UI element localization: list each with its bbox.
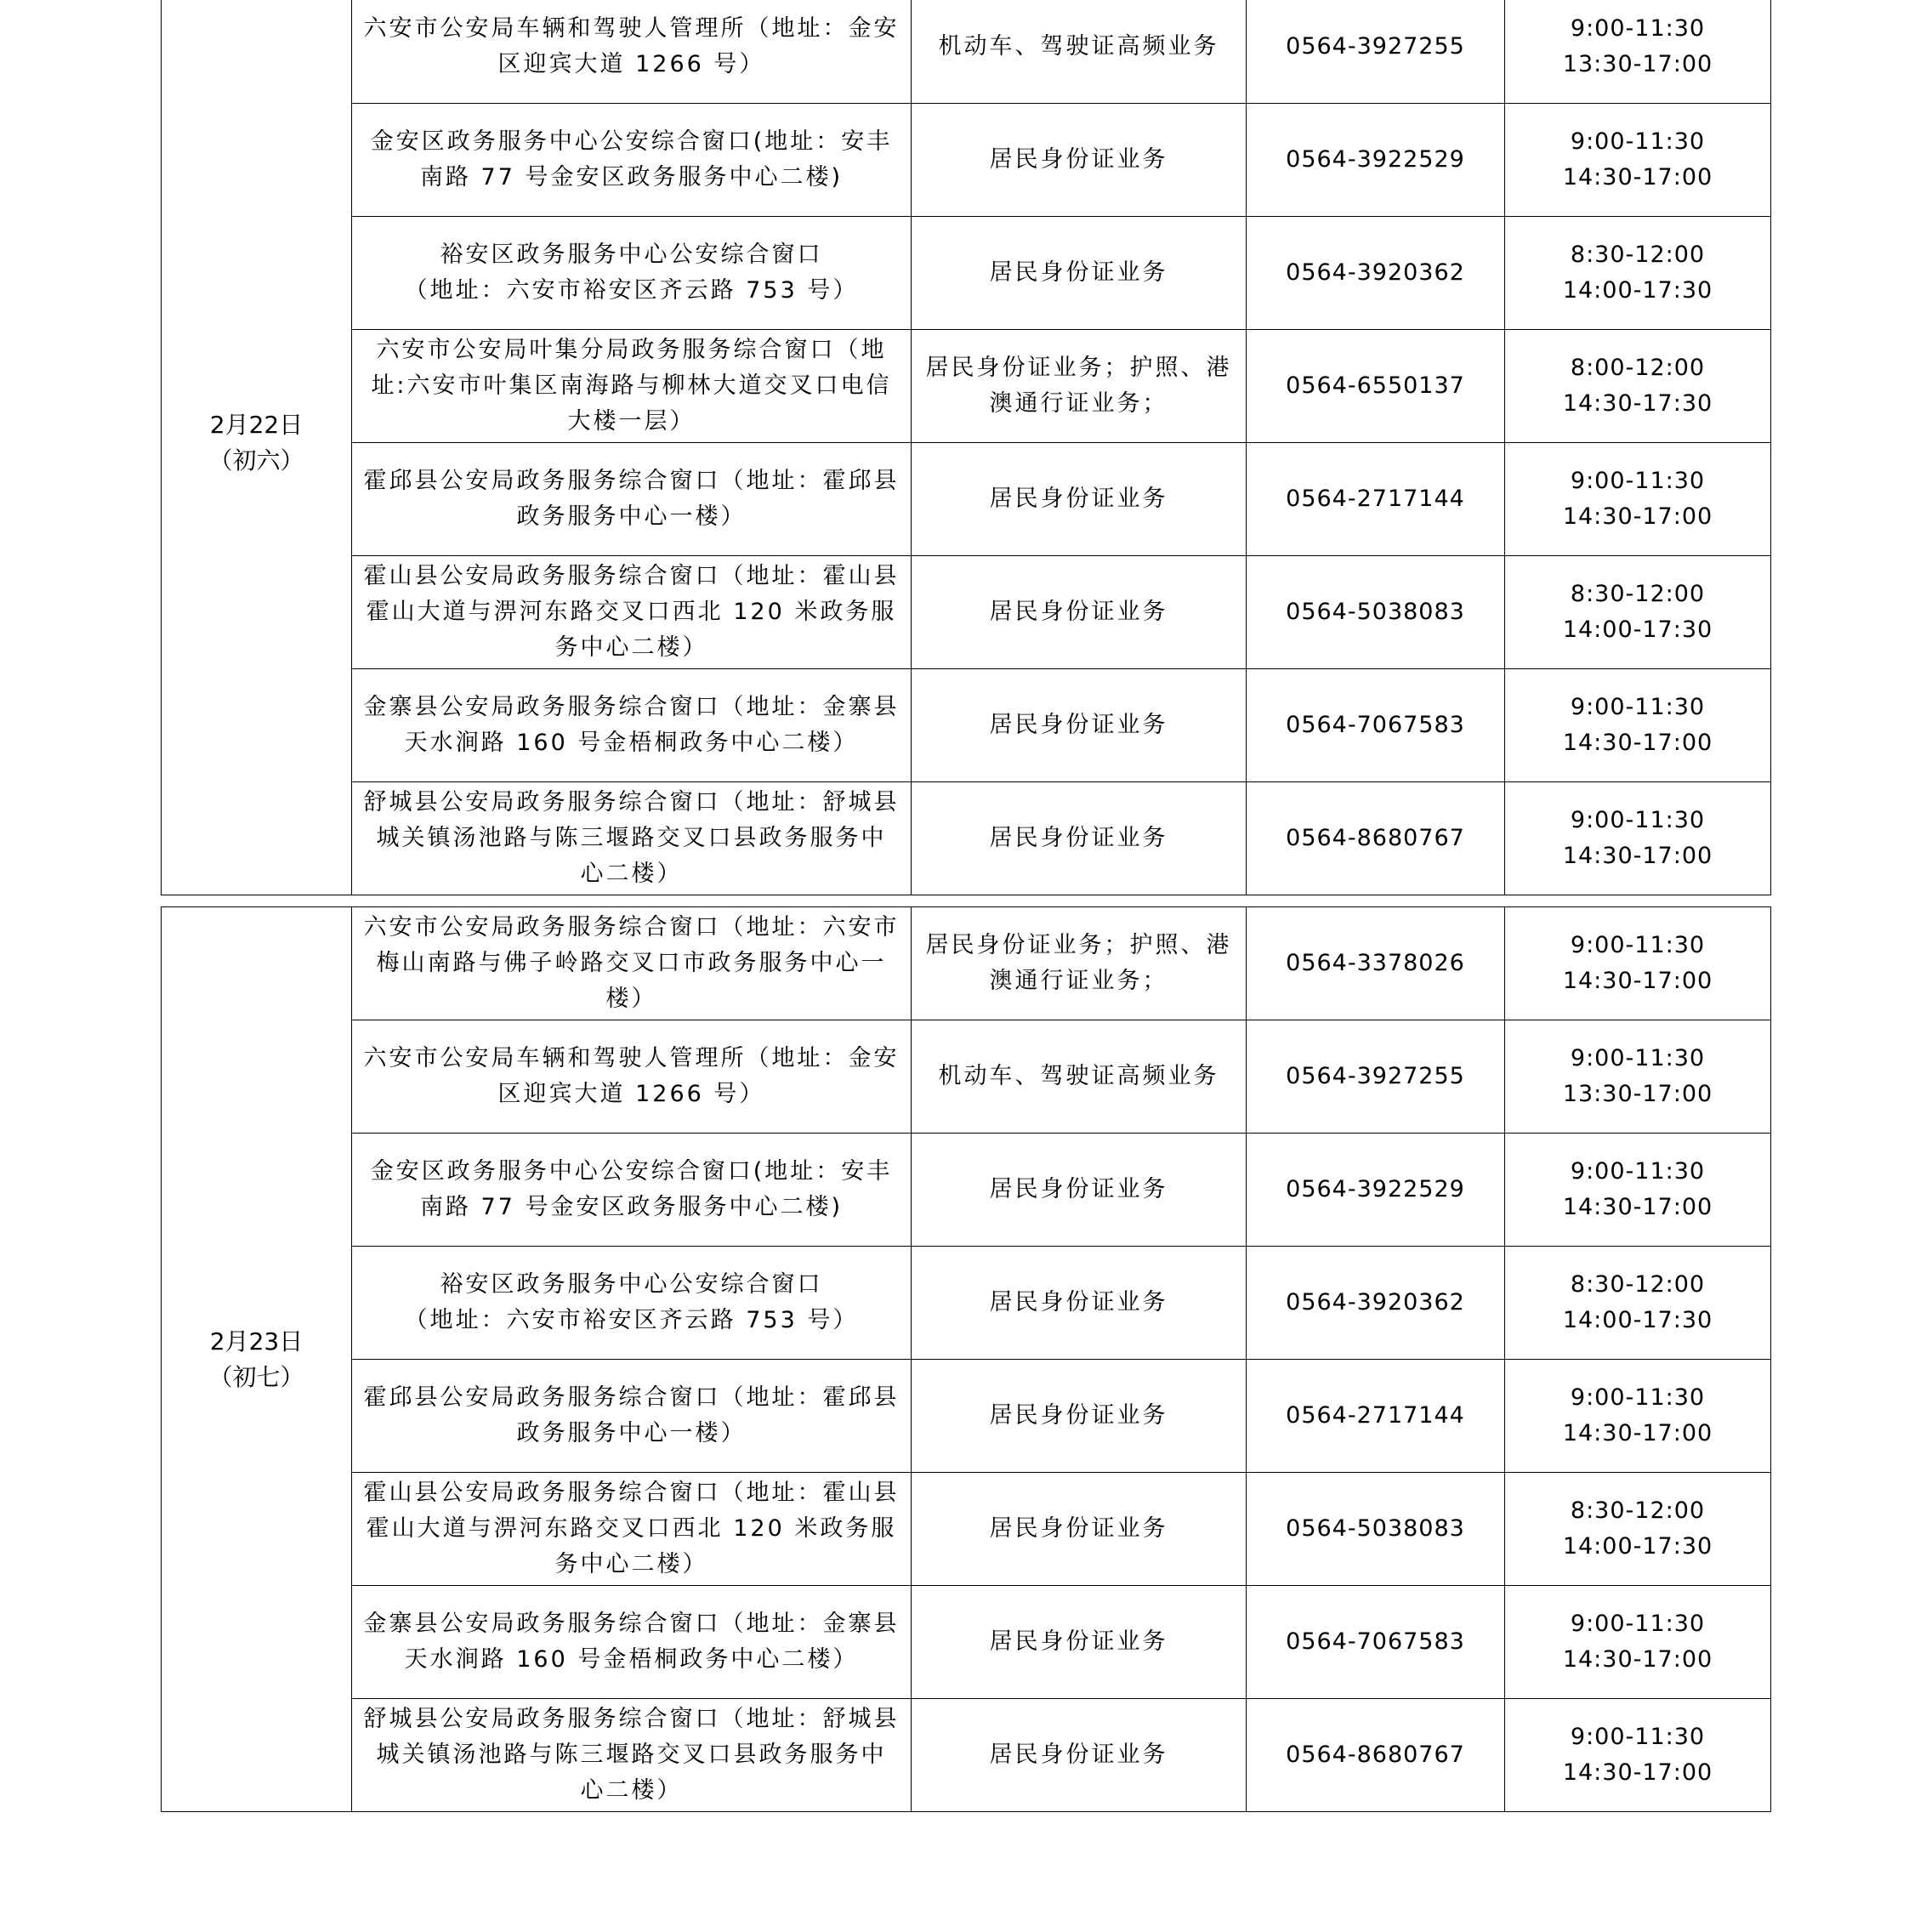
location-line: 六安市公安局政务服务综合窗口（地址：六安市 (363, 914, 900, 940)
hours-line: 9:00-11:30 (1570, 1045, 1706, 1071)
hours-line: 14:30-17:00 (1562, 843, 1713, 869)
service-line: 机动车、驾驶证高频业务 (938, 1063, 1219, 1089)
table-row (162, 669, 1771, 782)
hours-cell (1505, 1134, 1771, 1247)
location-line: 金寨县公安局政务服务综合窗口（地址：金寨县 (363, 1611, 900, 1637)
table-row (162, 907, 1771, 1020)
hours-line: 9:00-11:30 (1570, 932, 1706, 958)
location-line: 务中心二楼） (554, 634, 708, 661)
phone-cell: 0564-3927255 (1247, 1020, 1505, 1134)
phone-cell: 0564-3920362 (1247, 217, 1505, 330)
hours-line: 14:00-17:30 (1562, 617, 1713, 643)
location-cell (352, 1020, 912, 1134)
hours-line: 14:00-17:30 (1562, 1533, 1713, 1560)
location-cell (352, 330, 912, 443)
location-cell (352, 782, 912, 895)
hours-line: 14:30-17:00 (1562, 1759, 1713, 1786)
table-row (162, 1134, 1771, 1247)
hours-line: 14:30-17:00 (1562, 1646, 1713, 1673)
service-line: 居民身份证业务 (989, 146, 1168, 173)
location-line: 梅山南路与佛子岭路交叉口市政务服务中心一 (376, 950, 887, 976)
location-line: 天水涧路 160 号金梧桐政务中心二楼） (404, 730, 859, 756)
hours-line: 9:00-11:30 (1570, 694, 1706, 720)
location-line: 政务服务中心一楼） (516, 503, 747, 530)
date-cell (162, 0, 352, 895)
location-line: 金安区政务服务中心公安综合窗口(地址：安丰 (370, 1158, 893, 1185)
hours-line: 9:00-11:30 (1570, 128, 1706, 155)
table-row (162, 1020, 1771, 1134)
hours-line: 9:00-11:30 (1570, 468, 1706, 494)
location-cell (352, 443, 912, 556)
location-line: 务中心二楼） (554, 1551, 708, 1577)
table-row (162, 104, 1771, 217)
table-row (162, 1699, 1771, 1812)
service-line: 机动车、驾驶证高频业务 (938, 33, 1219, 60)
service-cell (912, 217, 1247, 330)
hours-cell (1505, 1360, 1771, 1473)
location-line: 六安市公安局车辆和驾驶人管理所（地址：金安 (363, 15, 900, 42)
table-row (162, 0, 1771, 104)
hours-cell (1505, 1473, 1771, 1586)
service-line: 居民身份证业务 (989, 599, 1168, 625)
location-line: 城关镇汤池路与陈三堰路交叉口县政务服务中 (376, 825, 887, 851)
date-label: 2月23日 (209, 1327, 304, 1355)
service-cell (912, 669, 1247, 782)
schedule-table (161, 906, 1771, 1812)
hours-line: 8:30-12:00 (1570, 581, 1706, 607)
hours-line: 8:00-12:00 (1570, 355, 1706, 381)
location-line: 址:六安市叶集区南海路与柳林大道交叉口电信 (371, 372, 892, 399)
service-cell (912, 782, 1247, 895)
hours-cell (1505, 1586, 1771, 1699)
service-cell (912, 907, 1247, 1020)
service-cell (912, 1134, 1247, 1247)
hours-cell (1505, 907, 1771, 1020)
service-line: 居民身份证业务 (989, 1176, 1168, 1202)
hours-line: 9:00-11:30 (1570, 1611, 1706, 1637)
location-line: 舒城县公安局政务服务综合窗口（地址：舒城县 (363, 1706, 900, 1732)
location-cell (352, 1247, 912, 1360)
phone-cell: 0564-2717144 (1247, 443, 1505, 556)
service-line: 居民身份证业务；护照、港 (925, 355, 1232, 381)
location-line: 大楼一层） (567, 408, 696, 435)
phone-cell: 0564-3922529 (1247, 104, 1505, 217)
hours-line: 14:30-17:00 (1562, 503, 1713, 530)
date-cell (162, 907, 352, 1812)
service-line: 居民身份证业务 (989, 712, 1168, 738)
phone-cell: 0564-5038083 (1247, 1473, 1505, 1586)
schedule-table (161, 0, 1771, 895)
hours-line: 9:00-11:30 (1570, 1384, 1706, 1411)
service-line: 居民身份证业务 (989, 1628, 1168, 1655)
location-line: 霍邱县公安局政务服务综合窗口（地址：霍邱县 (363, 1384, 900, 1411)
phone-cell: 0564-7067583 (1247, 669, 1505, 782)
location-cell (352, 907, 912, 1020)
hours-line: 9:00-11:30 (1570, 15, 1706, 42)
location-cell (352, 1586, 912, 1699)
hours-cell (1505, 330, 1771, 443)
hours-cell (1505, 669, 1771, 782)
service-line: 居民身份证业务 (989, 259, 1168, 286)
phone-cell: 0564-5038083 (1247, 556, 1505, 669)
phone-cell: 0564-3927255 (1247, 0, 1505, 104)
phone-cell: 0564-7067583 (1247, 1586, 1505, 1699)
table-row (162, 1586, 1771, 1699)
location-line: 心二楼） (580, 861, 683, 887)
service-line: 居民身份证业务 (989, 1742, 1168, 1768)
location-line: 金安区政务服务中心公安综合窗口(地址：安丰 (370, 128, 893, 155)
location-line: 城关镇汤池路与陈三堰路交叉口县政务服务中 (376, 1742, 887, 1768)
service-cell (912, 1020, 1247, 1134)
hours-cell (1505, 1247, 1771, 1360)
table-row (162, 217, 1771, 330)
service-cell (912, 1586, 1247, 1699)
phone-cell: 0564-3922529 (1247, 1134, 1505, 1247)
location-cell (352, 1360, 912, 1473)
service-line: 澳通行证业务； (989, 390, 1168, 417)
hours-line: 14:30-17:30 (1562, 390, 1713, 417)
location-cell (352, 1473, 912, 1586)
location-line: 裕安区政务服务中心公安综合窗口 (440, 1271, 823, 1298)
service-line: 居民身份证业务；护照、港 (925, 932, 1232, 958)
location-cell (352, 104, 912, 217)
service-cell (912, 556, 1247, 669)
phone-cell: 0564-3920362 (1247, 1247, 1505, 1360)
location-line: 霍山大道与淠河东路交叉口西北 120 米政务服 (366, 599, 897, 625)
phone-cell: 0564-6550137 (1247, 330, 1505, 443)
location-line: 区迎宾大道 1266 号） (497, 1081, 765, 1107)
location-line: 南路 77 号金安区政务服务中心二楼) (419, 164, 844, 190)
table-row (162, 443, 1771, 556)
table-row (162, 1473, 1771, 1586)
location-line: 霍邱县公安局政务服务综合窗口（地址：霍邱县 (363, 468, 900, 494)
location-line: 舒城县公安局政务服务综合窗口（地址：舒城县 (363, 789, 900, 815)
phone-cell: 0564-2717144 (1247, 1360, 1505, 1473)
location-cell (352, 556, 912, 669)
location-line: 霍山县公安局政务服务综合窗口（地址：霍山县 (363, 563, 900, 589)
service-line: 居民身份证业务 (989, 1515, 1168, 1542)
service-line: 居民身份证业务 (989, 486, 1168, 512)
table-row (162, 1247, 1771, 1360)
location-line: 六安市公安局车辆和驾驶人管理所（地址：金安 (363, 1045, 900, 1071)
location-line: 区迎宾大道 1266 号） (497, 51, 765, 77)
service-cell (912, 1360, 1247, 1473)
location-cell (352, 1134, 912, 1247)
hours-line: 8:30-12:00 (1570, 242, 1706, 268)
location-cell (352, 1699, 912, 1812)
location-line: 南路 77 号金安区政务服务中心二楼) (419, 1194, 844, 1220)
service-cell (912, 0, 1247, 104)
location-line: （地址：六安市裕安区齐云路 753 号） (404, 277, 859, 304)
hours-line: 14:00-17:30 (1562, 277, 1713, 304)
service-cell (912, 1699, 1247, 1812)
service-line: 澳通行证业务； (989, 968, 1168, 994)
service-cell (912, 104, 1247, 217)
service-cell (912, 330, 1247, 443)
table-row (162, 556, 1771, 669)
service-line: 居民身份证业务 (989, 1402, 1168, 1429)
hours-cell (1505, 104, 1771, 217)
hours-line: 9:00-11:30 (1570, 807, 1706, 833)
lunar-date-label: （初六） (208, 446, 304, 474)
phone-cell: 0564-3378026 (1247, 907, 1505, 1020)
location-cell (352, 0, 912, 104)
hours-line: 14:30-17:00 (1562, 968, 1713, 994)
location-line: 霍山县公安局政务服务综合窗口（地址：霍山县 (363, 1480, 900, 1506)
location-line: 霍山大道与淠河东路交叉口西北 120 米政务服 (366, 1515, 897, 1542)
hours-cell (1505, 443, 1771, 556)
hours-line: 14:00-17:30 (1562, 1307, 1713, 1333)
table-row (162, 1360, 1771, 1473)
location-line: 六安市公安局叶集分局政务服务综合窗口（地 (376, 337, 887, 363)
service-cell (912, 1473, 1247, 1586)
service-line: 居民身份证业务 (989, 825, 1168, 851)
location-line: （地址：六安市裕安区齐云路 753 号） (404, 1307, 859, 1333)
hours-line: 8:30-12:00 (1570, 1497, 1706, 1524)
location-line: 裕安区政务服务中心公安综合窗口 (440, 242, 823, 268)
table-row (162, 782, 1771, 895)
lunar-date-label: （初七） (208, 1362, 304, 1391)
location-line: 政务服务中心一楼） (516, 1420, 747, 1446)
hours-cell (1505, 0, 1771, 104)
hours-cell (1505, 556, 1771, 669)
location-line: 天水涧路 160 号金梧桐政务中心二楼） (404, 1646, 859, 1673)
hours-line: 8:30-12:00 (1570, 1271, 1706, 1298)
hours-line: 9:00-11:30 (1570, 1724, 1706, 1750)
location-cell (352, 217, 912, 330)
date-label: 2月22日 (209, 410, 304, 439)
hours-line: 14:30-17:00 (1562, 164, 1713, 190)
service-line: 居民身份证业务 (989, 1289, 1168, 1315)
service-cell (912, 443, 1247, 556)
hours-line: 9:00-11:30 (1570, 1158, 1706, 1185)
hours-line: 14:30-17:00 (1562, 1420, 1713, 1446)
hours-cell (1505, 782, 1771, 895)
hours-line: 14:30-17:00 (1562, 1194, 1713, 1220)
hours-line: 13:30-17:00 (1562, 51, 1713, 77)
table-row (162, 330, 1771, 443)
hours-cell (1505, 1020, 1771, 1134)
hours-line: 13:30-17:00 (1562, 1081, 1713, 1107)
location-line: 楼） (605, 986, 657, 1012)
phone-cell: 0564-8680767 (1247, 1699, 1505, 1812)
hours-cell (1505, 1699, 1771, 1812)
phone-cell: 0564-8680767 (1247, 782, 1505, 895)
hours-cell (1505, 217, 1771, 330)
service-cell (912, 1247, 1247, 1360)
location-cell (352, 669, 912, 782)
location-line: 金寨县公安局政务服务综合窗口（地址：金寨县 (363, 694, 900, 720)
location-line: 心二楼） (580, 1777, 683, 1804)
hours-line: 14:30-17:00 (1562, 730, 1713, 756)
